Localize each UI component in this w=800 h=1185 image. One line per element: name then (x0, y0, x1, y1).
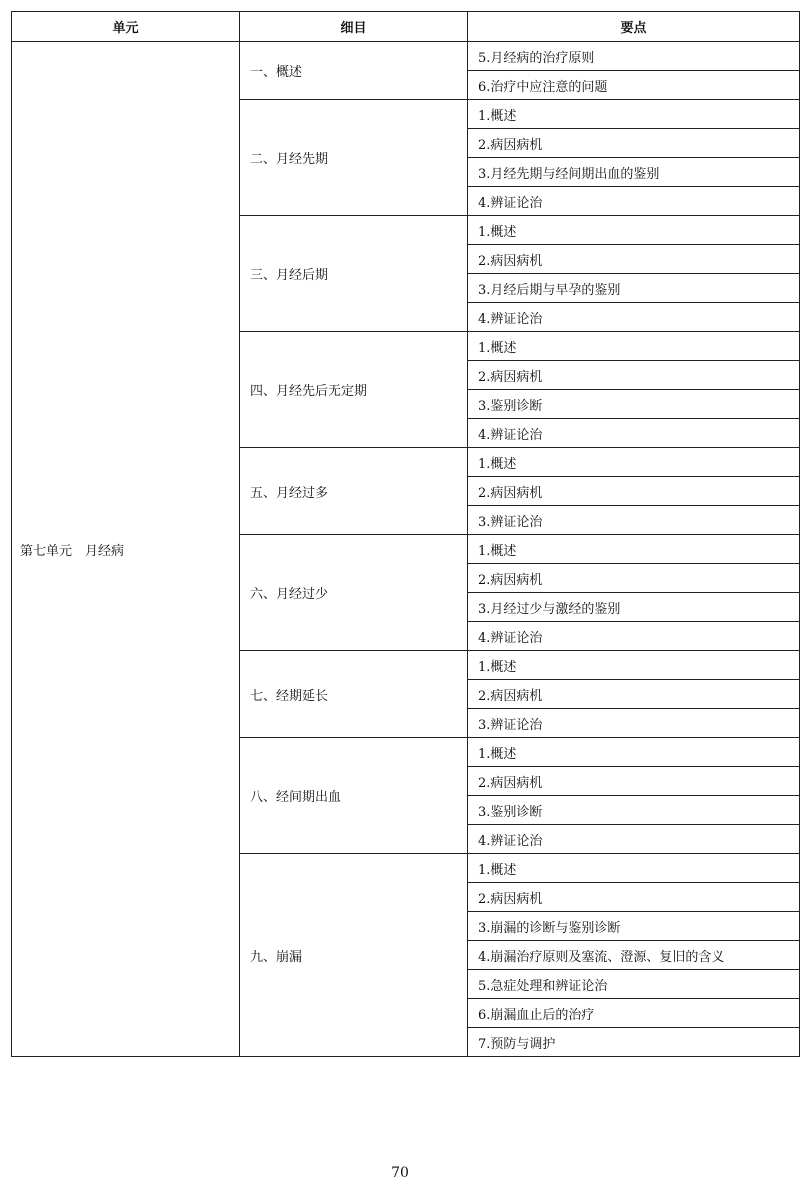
point-cell: 4.辨证论治 (468, 622, 800, 651)
point-cell: 1.概述 (468, 651, 800, 680)
item-cell: 六、月经过少 (240, 535, 468, 651)
point-cell: 2.病因病机 (468, 883, 800, 912)
header-item: 细目 (240, 12, 468, 42)
point-cell: 4.辨证论治 (468, 825, 800, 854)
unit-cell: 第七单元 月经病 (12, 42, 240, 1057)
item-cell: 九、崩漏 (240, 854, 468, 1057)
header-point: 要点 (468, 12, 800, 42)
point-cell: 4.辨证论治 (468, 303, 800, 332)
point-cell: 2.病因病机 (468, 361, 800, 390)
point-cell: 1.概述 (468, 535, 800, 564)
point-cell: 7.预防与调护 (468, 1028, 800, 1057)
point-cell: 1.概述 (468, 854, 800, 883)
point-cell: 1.概述 (468, 332, 800, 361)
point-cell: 1.概述 (468, 216, 800, 245)
point-cell: 3.鉴别诊断 (468, 796, 800, 825)
table-header (12, 12, 800, 42)
item-cell: 三、月经后期 (240, 216, 468, 332)
point-cell: 3.崩漏的诊断与鉴别诊断 (468, 912, 800, 941)
point-cell: 3.鉴别诊断 (468, 390, 800, 419)
point-cell: 2.病因病机 (468, 680, 800, 709)
syllabus-table (11, 11, 800, 1057)
point-cell: 3.月经先期与经间期出血的鉴别 (468, 158, 800, 187)
point-cell: 1.概述 (468, 448, 800, 477)
point-cell: 3.辨证论治 (468, 506, 800, 535)
table-row (12, 42, 800, 71)
point-cell: 4.辨证论治 (468, 419, 800, 448)
item-cell: 八、经间期出血 (240, 738, 468, 854)
point-cell: 1.概述 (468, 100, 800, 129)
point-cell: 6.治疗中应注意的问题 (468, 71, 800, 100)
header-unit: 单元 (12, 12, 240, 42)
point-cell: 4.辨证论治 (468, 187, 800, 216)
item-cell: 七、经期延长 (240, 651, 468, 738)
point-cell: 5.月经病的治疗原则 (468, 42, 800, 71)
item-cell: 二、月经先期 (240, 100, 468, 216)
point-cell: 3.月经后期与早孕的鉴别 (468, 274, 800, 303)
point-cell: 2.病因病机 (468, 564, 800, 593)
item-cell: 五、月经过多 (240, 448, 468, 535)
item-cell: 四、月经先后无定期 (240, 332, 468, 448)
point-cell: 2.病因病机 (468, 767, 800, 796)
table-body (12, 42, 800, 1057)
point-cell: 5.急症处理和辨证论治 (468, 970, 800, 999)
point-cell: 2.病因病机 (468, 245, 800, 274)
point-cell: 6.崩漏血止后的治疗 (468, 999, 800, 1028)
page-number: 70 (391, 1165, 409, 1181)
header-row (12, 12, 800, 42)
point-cell: 3.辨证论治 (468, 709, 800, 738)
item-cell: 一、概述 (240, 42, 468, 100)
point-cell: 4.崩漏治疗原则及塞流、澄源、复旧的含义 (468, 941, 800, 970)
point-cell: 1.概述 (468, 738, 800, 767)
point-cell: 2.病因病机 (468, 477, 800, 506)
point-cell: 2.病因病机 (468, 129, 800, 158)
point-cell: 3.月经过少与激经的鉴别 (468, 593, 800, 622)
